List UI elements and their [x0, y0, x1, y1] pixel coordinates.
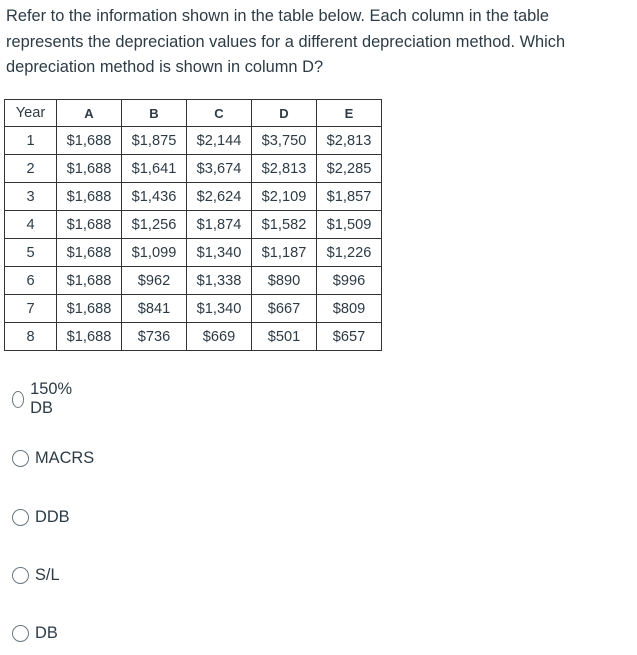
table-row	[5, 323, 382, 351]
cell-year: 7	[5, 295, 57, 323]
cell-b: $1,875	[122, 127, 187, 155]
cell-b: $962	[122, 267, 187, 295]
option-sl[interactable]	[12, 563, 60, 587]
table-header-row	[5, 100, 382, 127]
question-text: Refer to the information shown in the table below. Each column in the table represents the depreciation values for a different depreciation method. Which depreciation method is shown in column D?	[6, 7, 566, 76]
cell-a: $1,688	[57, 267, 122, 295]
header-a: A	[57, 100, 122, 127]
table-row	[5, 267, 382, 295]
cell-year: 3	[5, 183, 57, 211]
cell-c: $2,624	[187, 183, 252, 211]
cell-a: $1,688	[57, 295, 122, 323]
cell-d: $2,813	[252, 155, 317, 183]
radio-button[interactable]	[12, 567, 29, 584]
radio-button[interactable]	[12, 450, 29, 467]
table-row	[5, 295, 382, 323]
cell-year: 4	[5, 211, 57, 239]
cell-year: 1	[5, 127, 57, 155]
option-ddb[interactable]	[12, 505, 70, 529]
header-b: B	[122, 100, 187, 127]
cell-e: $996	[317, 267, 382, 295]
cell-c: $1,340	[187, 295, 252, 323]
cell-b: $1,641	[122, 155, 187, 183]
option-db[interactable]	[12, 621, 58, 645]
cell-d: $1,187	[252, 239, 317, 267]
header-d: D	[252, 100, 317, 127]
cell-a: $1,688	[57, 155, 122, 183]
cell-e: $1,226	[317, 239, 382, 267]
cell-c: $1,338	[187, 267, 252, 295]
cell-e: $2,813	[317, 127, 382, 155]
cell-b: $1,256	[122, 211, 187, 239]
cell-d: $890	[252, 267, 317, 295]
option-macrs[interactable]	[12, 446, 94, 470]
cell-e: $657	[317, 323, 382, 351]
cell-c: $1,874	[187, 211, 252, 239]
cell-a: $1,688	[57, 323, 122, 351]
table-row	[5, 239, 382, 267]
cell-a: $1,688	[57, 239, 122, 267]
cell-b: $1,099	[122, 239, 187, 267]
option-label: 150% DB	[30, 380, 73, 417]
option-150-db[interactable]	[12, 380, 77, 417]
radio-button[interactable]	[12, 509, 29, 526]
cell-c: $1,340	[187, 239, 252, 267]
cell-year: 6	[5, 267, 57, 295]
cell-d: $501	[252, 323, 317, 351]
cell-year: 2	[5, 155, 57, 183]
cell-year: 5	[5, 239, 57, 267]
option-label: DDB	[35, 507, 70, 526]
cell-c: $3,674	[187, 155, 252, 183]
table-row	[5, 211, 382, 239]
cell-e: $809	[317, 295, 382, 323]
cell-b: $841	[122, 295, 187, 323]
table-row	[5, 155, 382, 183]
table-row	[5, 183, 382, 211]
option-label: DB	[35, 623, 58, 642]
table-row	[5, 127, 382, 155]
header-e: E	[317, 100, 382, 127]
cell-e: $1,857	[317, 183, 382, 211]
cell-b: $736	[122, 323, 187, 351]
cell-a: $1,688	[57, 127, 122, 155]
cell-b: $1,436	[122, 183, 187, 211]
cell-d: $1,582	[252, 211, 317, 239]
cell-d: $3,750	[252, 127, 317, 155]
cell-a: $1,688	[57, 183, 122, 211]
cell-d: $667	[252, 295, 317, 323]
cell-c: $2,144	[187, 127, 252, 155]
cell-c: $669	[187, 323, 252, 351]
header-c: C	[187, 100, 252, 127]
cell-year: 8	[5, 323, 57, 351]
radio-button[interactable]	[12, 391, 24, 408]
option-label: S/L	[35, 565, 60, 584]
radio-button[interactable]	[12, 625, 29, 642]
depreciation-table	[4, 99, 382, 351]
option-label: MACRS	[35, 448, 95, 467]
cell-a: $1,688	[57, 211, 122, 239]
cell-e: $1,509	[317, 211, 382, 239]
header-year: Year	[5, 100, 57, 127]
cell-e: $2,285	[317, 155, 382, 183]
cell-d: $2,109	[252, 183, 317, 211]
